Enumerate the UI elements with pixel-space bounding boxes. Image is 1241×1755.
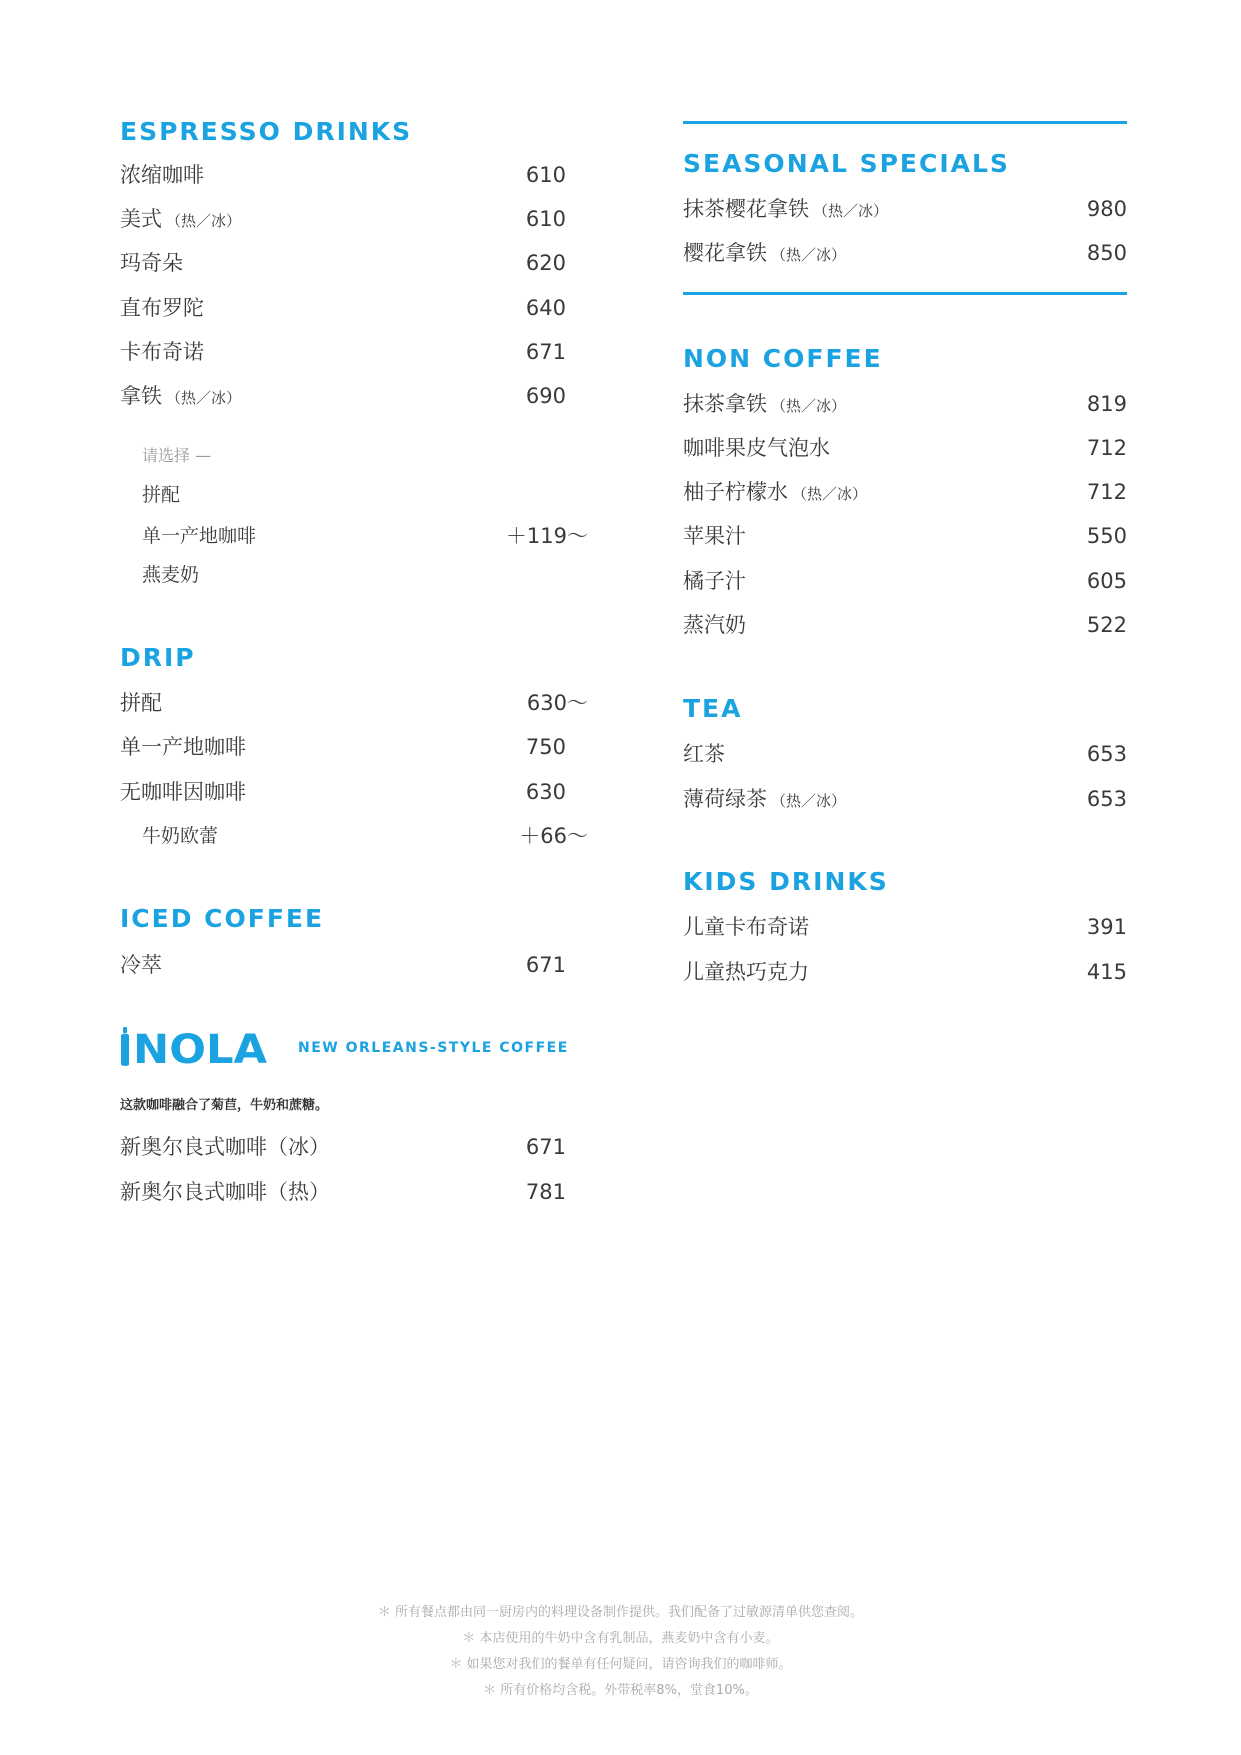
item-price: 671 (525, 1135, 566, 1159)
menu-item (683, 957, 1127, 987)
item-name-text: 咖啡果皮气泡水 (683, 436, 830, 460)
item-name-text: 抹茶拿铁 (683, 392, 767, 416)
item-name: 冷萃 (120, 953, 162, 977)
menu-item (683, 912, 1127, 942)
tea-title: TEA (683, 694, 743, 723)
item-name-text: 苹果汁 (683, 524, 746, 548)
item-price: 640 (525, 296, 566, 320)
item-name (683, 389, 846, 421)
footer-notes (0, 1600, 1241, 1704)
item-name: 儿童卡布奇诺 (683, 915, 809, 939)
item-name (120, 337, 208, 369)
menu-item (120, 950, 566, 980)
footer-note: ＊ 所有餐点都由同一厨房内的料理设备制作提供。我们配备了过敏源清单供您查阅。 (377, 1605, 864, 1620)
menu-item (683, 784, 1127, 814)
item-price: 750 (525, 735, 566, 759)
menu-item (683, 238, 1127, 268)
item-name: 拼配 (120, 691, 162, 715)
item-sub: （热／冰） (771, 792, 847, 810)
item-sub: （热／冰） (771, 397, 847, 415)
item-name (120, 381, 241, 413)
option-item (142, 481, 566, 509)
option-name: 牛奶欧蕾 (142, 825, 219, 847)
item-name-text: 抹茶樱花拿铁 (683, 197, 809, 221)
item-name: 新奥尔良式咖啡（热） (120, 1180, 330, 1204)
item-price: 850 (1086, 241, 1127, 265)
item-sub: （热／冰） (813, 202, 889, 220)
item-name-text: 柚子柠檬水 (683, 480, 788, 504)
option-name: 拼配 (142, 484, 181, 506)
divider (683, 292, 1127, 295)
item-price: 630 (525, 780, 566, 804)
item-name: 单一产地咖啡 (120, 735, 246, 759)
item-name (683, 238, 846, 270)
item-name (120, 293, 208, 325)
item-price: 781 (525, 1180, 566, 1204)
menu-item (683, 521, 1127, 551)
menu-item (683, 739, 1127, 769)
footer-note: ＊ 所有价格均含税。外带税率8%，堂食10%。 (483, 1683, 758, 1698)
nola-tagline: NEW ORLEANS-STYLE COFFEE (298, 1040, 569, 1056)
option-name: 单一产地咖啡 (142, 525, 257, 547)
menu-item (683, 194, 1127, 224)
item-sub: （热／冰） (792, 485, 868, 503)
item-price: 653 (1086, 787, 1127, 811)
nola-description: 这款咖啡融合了菊苣，牛奶和蔗糖。 (120, 1098, 329, 1113)
item-price: 819 (1086, 392, 1127, 416)
item-price: 690 (525, 384, 566, 408)
item-name: 新奥尔良式咖啡（冰） (120, 1135, 330, 1159)
menu-item (683, 477, 1127, 507)
item-price: 980 (1086, 197, 1127, 221)
option-price: ＋66～ (519, 824, 588, 848)
espresso-title: ESPRESSO DRINKS (120, 117, 413, 146)
option-item (142, 522, 588, 550)
noncoffee-title: NON COFFEE (683, 344, 883, 373)
menu-item (120, 204, 566, 234)
footer-note: ＊ 本店使用的牛奶中含有乳制品，燕麦奶中含有小麦。 (462, 1631, 779, 1646)
item-name-text: 薄荷绿茶 (683, 787, 767, 811)
nola-logo (117, 1025, 269, 1067)
item-name-text: 卡布奇诺 (120, 340, 204, 364)
menu-item (120, 248, 566, 278)
item-price: 671 (525, 953, 566, 977)
item-name: 无咖啡因咖啡 (120, 780, 246, 804)
menu-item (120, 688, 588, 718)
item-price: 671 (525, 340, 566, 364)
item-name (683, 477, 867, 509)
item-price: 653 (1086, 742, 1127, 766)
option-price: ＋119～ (505, 524, 588, 548)
item-name (683, 521, 750, 553)
item-name-text: 直布罗陀 (120, 296, 204, 320)
drip-title: DRIP (120, 643, 196, 672)
option-item (142, 822, 588, 850)
item-name-text: 浓缩咖啡 (120, 163, 204, 187)
item-name (683, 739, 729, 771)
menu-item (120, 732, 566, 762)
item-name (683, 784, 846, 816)
iced-title: ICED COFFEE (120, 904, 325, 933)
item-name-text: 红茶 (683, 742, 725, 766)
divider (683, 121, 1127, 124)
item-name-text: 美式 (120, 207, 162, 231)
footer-note: ＊ 如果您对我们的餐单有任何疑问，请咨询我们的咖啡师。 (449, 1657, 792, 1672)
menu-item (120, 381, 566, 411)
item-name (120, 160, 208, 192)
option-item (142, 561, 566, 589)
menu-item (120, 293, 566, 323)
item-name (120, 248, 187, 280)
menu-item (683, 610, 1127, 640)
menu-item (683, 389, 1127, 419)
menu-item (120, 160, 566, 190)
kids-title: KIDS DRINKS (683, 867, 889, 896)
item-price: 415 (1086, 960, 1127, 984)
item-name-text: 橘子汁 (683, 569, 746, 593)
item-price: 620 (525, 251, 566, 275)
item-price: 712 (1086, 436, 1127, 460)
item-name (683, 433, 834, 465)
menu-item (120, 1177, 566, 1207)
item-price: 522 (1086, 613, 1127, 637)
item-name (683, 566, 750, 598)
item-price: 550 (1086, 524, 1127, 548)
nola-logo-text: NOLA (133, 1027, 268, 1067)
item-name (683, 194, 888, 226)
options-hint: 请选择 — (142, 446, 212, 465)
item-sub: （热／冰） (166, 212, 242, 230)
option-name: 燕麦奶 (142, 564, 200, 586)
item-name (120, 204, 241, 236)
seasonal-title: SEASONAL SPECIALS (683, 149, 1010, 178)
item-name-text: 蒸汽奶 (683, 613, 746, 637)
menu-item (683, 433, 1127, 463)
item-name-text: 拿铁 (120, 384, 162, 408)
item-price: 391 (1086, 915, 1127, 939)
item-sub: （热／冰） (166, 389, 242, 407)
item-sub: （热／冰） (771, 246, 847, 264)
item-price: 712 (1086, 480, 1127, 504)
menu-item (120, 337, 566, 367)
item-price: 610 (525, 163, 566, 187)
item-name-text: 玛奇朵 (120, 251, 183, 275)
item-price: 605 (1086, 569, 1127, 593)
menu-item (120, 777, 566, 807)
item-price: 630～ (526, 691, 588, 715)
item-name-text: 樱花拿铁 (683, 241, 767, 265)
menu-item (120, 1132, 566, 1162)
item-name (683, 610, 750, 642)
item-name: 儿童热巧克力 (683, 960, 809, 984)
item-price: 610 (525, 207, 566, 231)
menu-item (683, 566, 1127, 596)
